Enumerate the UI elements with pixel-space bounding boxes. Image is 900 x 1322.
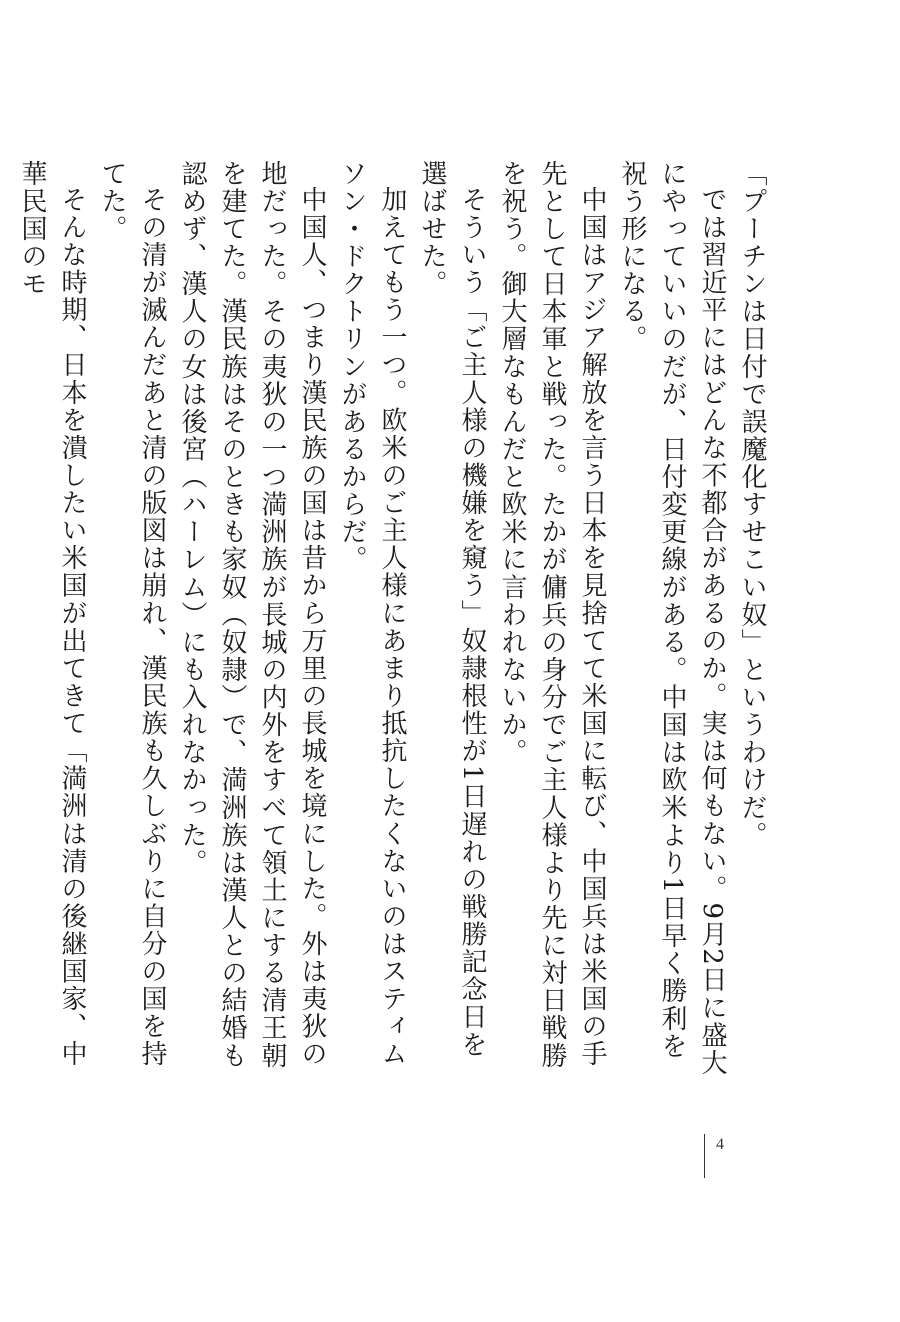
paragraph: その清が滅んだあと清の版図は崩れ、漢民族も久しぶりに自分の国を持てた。: [97, 160, 167, 1068]
paragraph: 中国はアジア解放を言う日本を見捨てて米国に転び、中国兵は米国の手先として日本軍と戦った。たかが傭兵の身分でご主人様より先に対日戦勝を祝う。御大層なもんだと欧米に言われないか。: [497, 160, 607, 1070]
paragraph: 「プーチンは日付で誤魔化すせこい奴」というわけだ。: [737, 160, 767, 849]
page-number: 4: [716, 1136, 724, 1153]
page-marker: [704, 1134, 744, 1178]
paragraph: では習近平にはどんな不都合があるのか。実は何もない。9月2日に盛大にやっていいのだが、日付変更線がある。中国は欧米より1日早く勝利を祝う形になる。: [617, 160, 727, 1077]
paragraph: 加えてもう一つ。欧米のご主人様にあまり抵抗したくないのはスティムソン・ドクトリンがあるからだ。: [337, 160, 407, 1068]
page-number-rule: [704, 1134, 705, 1178]
vertical-text-body: [17, 160, 772, 1080]
paragraph: そんな時期、日本を潰したい米国が出てきて「満洲は清の後継国家、中華民国のモ: [17, 160, 87, 1068]
paragraph: そういう「ご主人様の機嫌を窺う」奴隷根性が1日遅れの戦勝記念日を選ばせた。: [417, 160, 487, 1059]
paragraph: 中国人、つまり漢民族の国は昔から万里の長城を境にした。外は夷狄の地だった。その夷狄の一つ満洲族が長城の内外をすべて領土にする清王朝を建てた。漢民族はそのときも家奴（奴隷）で、満洲族は漢人との結婚も認めず、漢人の女は後宮（ハーレム）にも入れなかった。: [177, 160, 327, 1070]
